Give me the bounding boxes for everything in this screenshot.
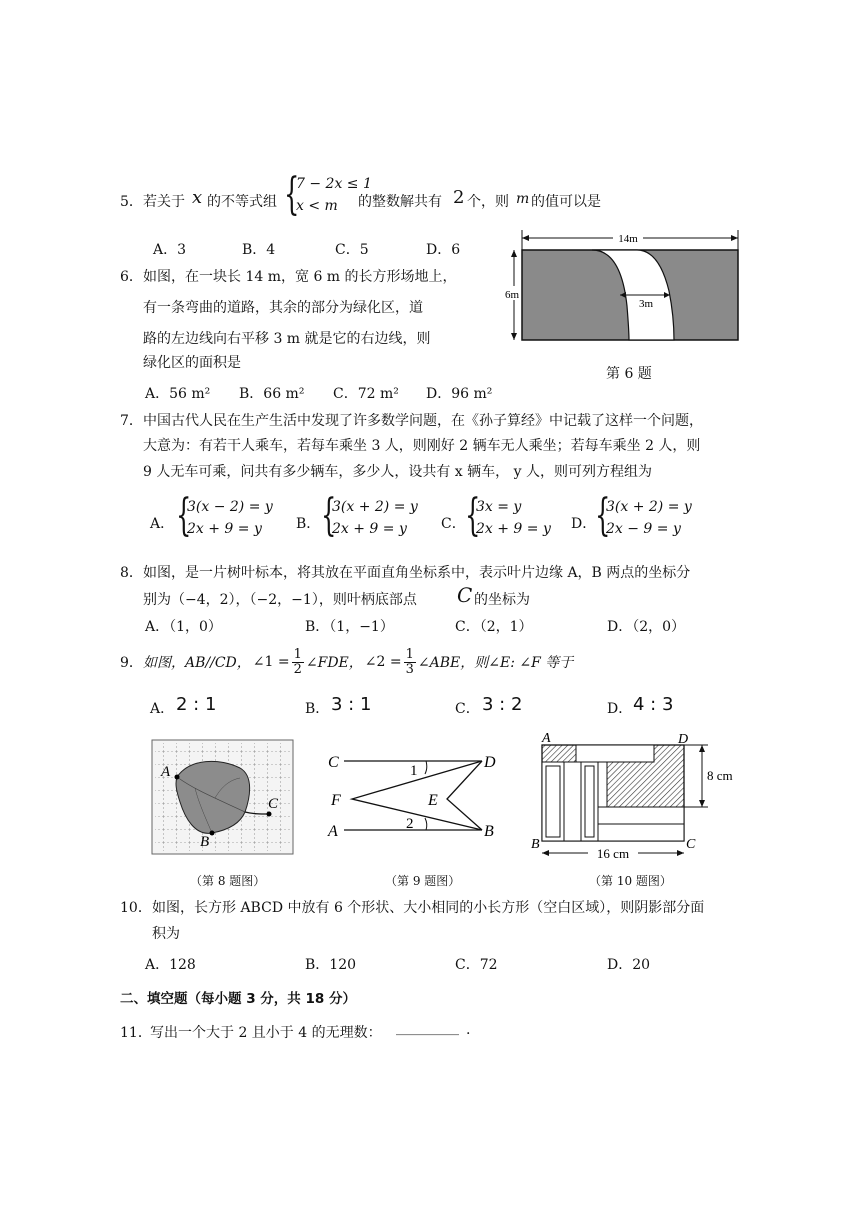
q9-option-d-value: 4 : 3 — [633, 694, 674, 715]
q11-answer-blank[interactable]: _________ — [396, 1020, 459, 1036]
q5-option-b: B．4 — [242, 242, 276, 258]
q8-number: 8． — [120, 565, 143, 581]
q6-width-label: 6m — [504, 289, 520, 301]
q8-figure-caption: （第 8 题图） — [190, 874, 266, 888]
q9-angle-1-tail: ∠FDE， — [305, 655, 363, 671]
q9-angle-2: ∠2 = — [364, 654, 402, 670]
q11-number: 11． — [120, 1025, 152, 1041]
q7-option-b-system — [332, 496, 418, 540]
q6-option-b: B．66 m² — [239, 386, 305, 402]
q9-text-pre: 如图，AB//CD， — [143, 655, 251, 671]
q9-figure-parallel — [322, 746, 508, 846]
q10-figure-caption: （第 10 题图） — [589, 874, 672, 888]
q9-fraction-2-num: 1 — [405, 646, 414, 662]
q10-number: 10． — [120, 900, 152, 916]
q5-count: 2 — [453, 187, 465, 208]
q7-option-d-label: D． — [571, 516, 597, 532]
q10-fig-label-b: B — [531, 837, 540, 852]
q9-fig-label-2: 2 — [406, 816, 414, 832]
q9-angle-1: ∠1 = — [252, 654, 290, 670]
q7-option-d-eq2: 2x − 9 = y — [606, 521, 681, 537]
q9-fig-label-1: 1 — [410, 763, 418, 779]
q5-number: 5． — [120, 194, 143, 210]
q7-option-b-eq2: 2x + 9 = y — [332, 521, 407, 537]
q9-option-a-value: 2 : 1 — [176, 694, 217, 715]
q6-figure-caption: 第 6 题 — [606, 366, 652, 382]
q6-number: 6． — [120, 269, 143, 285]
q7-number: 7． — [120, 413, 143, 429]
q9-option-c-value: 3 : 2 — [482, 694, 523, 715]
q6-line-4: 绿化区的面积是 — [143, 355, 241, 371]
q7-option-c-eq1: 3x = y — [476, 499, 522, 515]
q8-figure-leaf — [150, 738, 295, 856]
q8-fig-label-a: A — [161, 764, 171, 780]
q9-fig-label-e: E — [428, 792, 438, 809]
q5-text-post3: 的值可以是 — [531, 194, 601, 210]
q5-option-d: D．6 — [426, 242, 461, 258]
q8-option-a: A．（1，0） — [145, 619, 222, 635]
q9-option-a-label: A． — [150, 701, 175, 717]
q7-option-c-brace: { — [465, 490, 481, 541]
q9-fraction-1 — [292, 648, 304, 677]
q9-fig-label-c: C — [328, 754, 339, 771]
q8-option-d: D．（2，0） — [607, 619, 686, 635]
q9-fig-label-d: D — [484, 754, 496, 771]
q7-option-c-eq2: 2x + 9 = y — [476, 521, 551, 537]
q10-line-2: 积为 — [152, 926, 180, 942]
section-2-title: 二、填空题（每小题 3 分，共 18 分） — [120, 991, 356, 1007]
q10-height-label: 8 cm — [707, 768, 733, 783]
q8-option-b: B．（1，−1） — [305, 619, 394, 635]
q5-text-mid: 的不等式组 — [207, 194, 277, 210]
q7-option-c-label: C． — [441, 516, 466, 532]
q9-option-b-value: 3 : 1 — [331, 694, 372, 715]
q6-line-2: 有一条弯曲的道路，其余的部分为绿化区，道 — [143, 300, 423, 316]
q5-brace: { — [284, 169, 300, 220]
q9-fraction-2 — [404, 648, 416, 677]
q10-width-label: 16 cm — [596, 846, 630, 861]
q6-option-c: C．72 m² — [333, 386, 399, 402]
q5-ineq-2: x < m — [296, 198, 338, 214]
q5-option-c: C．5 — [335, 242, 369, 258]
q8-fig-label-b: B — [200, 834, 210, 850]
q6-option-d: D．96 m² — [426, 386, 493, 402]
q8-point-c: C — [457, 583, 473, 607]
q7-line-1: 中国古代人民在生产生活中发现了许多数学问题，在《孙子算经》中记载了这样一个问题， — [143, 413, 703, 429]
q7-option-d-system — [606, 496, 692, 540]
q7-option-b-label: B． — [296, 516, 321, 532]
q7-option-a-brace: { — [176, 490, 192, 541]
q7-option-a-label: A． — [150, 516, 175, 532]
q10-option-d: D．20 — [607, 957, 651, 973]
q9-fig-label-b: B — [484, 823, 494, 840]
q11-text: 写出一个大于 2 且小于 4 的无理数： — [150, 1025, 382, 1041]
q9-option-b-label: B． — [305, 701, 330, 717]
q7-option-b-brace: { — [321, 490, 337, 541]
q9-stem — [143, 642, 573, 682]
q9-fraction-2-den: 3 — [405, 661, 414, 677]
q5-var-x: x — [192, 187, 203, 208]
q6-option-a: A．56 m² — [145, 386, 211, 402]
q8-line-1: 如图，是一片树叶标本，将其放在平面直角坐标系中，表示叶片边缘 A，B 两点的坐标分 — [143, 565, 691, 581]
q7-option-a-system — [187, 496, 273, 540]
q10-option-b: B．120 — [305, 957, 357, 973]
q8-line-2: 别为（−4，2），（−2，−1），则叶柄底部点 — [143, 592, 417, 608]
q10-fig-label-c: C — [686, 837, 696, 852]
q5-var-m: m — [516, 191, 530, 207]
q7-option-a-eq1: 3(x − 2) = y — [187, 499, 273, 515]
q9-fig-label-a: A — [328, 823, 338, 840]
q6-length-label: 14m — [618, 233, 638, 245]
q5-text-post2: 个，则 — [467, 194, 509, 210]
q8-option-c: C．（2，1） — [455, 619, 533, 635]
q10-option-c: C．72 — [455, 957, 498, 973]
q7-option-a-eq2: 2x + 9 = y — [187, 521, 262, 537]
q9-option-d-label: D． — [607, 701, 633, 717]
q8-line-2-tail: 的坐标为 — [474, 592, 530, 608]
q6-line-3: 路的左边线向右平移 3 m 就是它的右边线，则 — [143, 331, 431, 347]
q6-line-1: 如图，在一块长 14 m，宽 6 m 的长方形场地上， — [143, 269, 457, 285]
q6-road-label: 3m — [638, 298, 654, 310]
q9-fig-label-f: F — [331, 792, 341, 809]
q8-fig-label-c: C — [268, 796, 279, 812]
q9-option-c-label: C． — [455, 701, 480, 717]
q6-figure-field — [495, 226, 745, 351]
q7-option-b-eq1: 3(x + 2) = y — [332, 499, 418, 515]
q9-fraction-1-num: 1 — [293, 646, 302, 662]
q5-option-a: A．3 — [153, 242, 187, 258]
q10-fig-label-d: D — [678, 732, 689, 747]
q9-number: 9． — [120, 655, 143, 671]
q5-ineq-1: 7 − 2x ≤ 1 — [296, 176, 372, 192]
q9-fraction-1-den: 2 — [293, 661, 302, 677]
q7-option-c-system — [476, 496, 551, 540]
q5-text-post1: 的整数解共有 — [358, 194, 442, 210]
q10-figure-rectangles — [528, 728, 733, 864]
q7-option-d-eq1: 3(x + 2) = y — [606, 499, 692, 515]
q10-line-1: 如图，长方形 ABCD 中放有 6 个形状、大小相同的小长方形（空白区域），则阴影部分面 — [152, 900, 705, 916]
q7-option-d-brace: { — [595, 490, 611, 541]
q10-fig-label-a: A — [542, 731, 551, 746]
q7-line-2: 大意为：有若干人乘车，若每车乘坐 3 人，则刚好 2 辆车无人乘坐；若每车乘坐 2 人，则 — [143, 438, 701, 454]
q11-period: . — [466, 1022, 471, 1038]
q5-text-pre: 若关于 — [143, 194, 185, 210]
q7-line-3: 9 人无车可乘，问共有多少辆车，多少人，设共有 x 辆车， y 人，则可列方程组为 — [143, 464, 652, 480]
q9-angle-2-tail: ∠ABE，则∠E: ∠F 等于 — [417, 655, 574, 671]
q9-figure-caption: （第 9 题图） — [385, 874, 461, 888]
q10-option-a: A．128 — [145, 957, 196, 973]
